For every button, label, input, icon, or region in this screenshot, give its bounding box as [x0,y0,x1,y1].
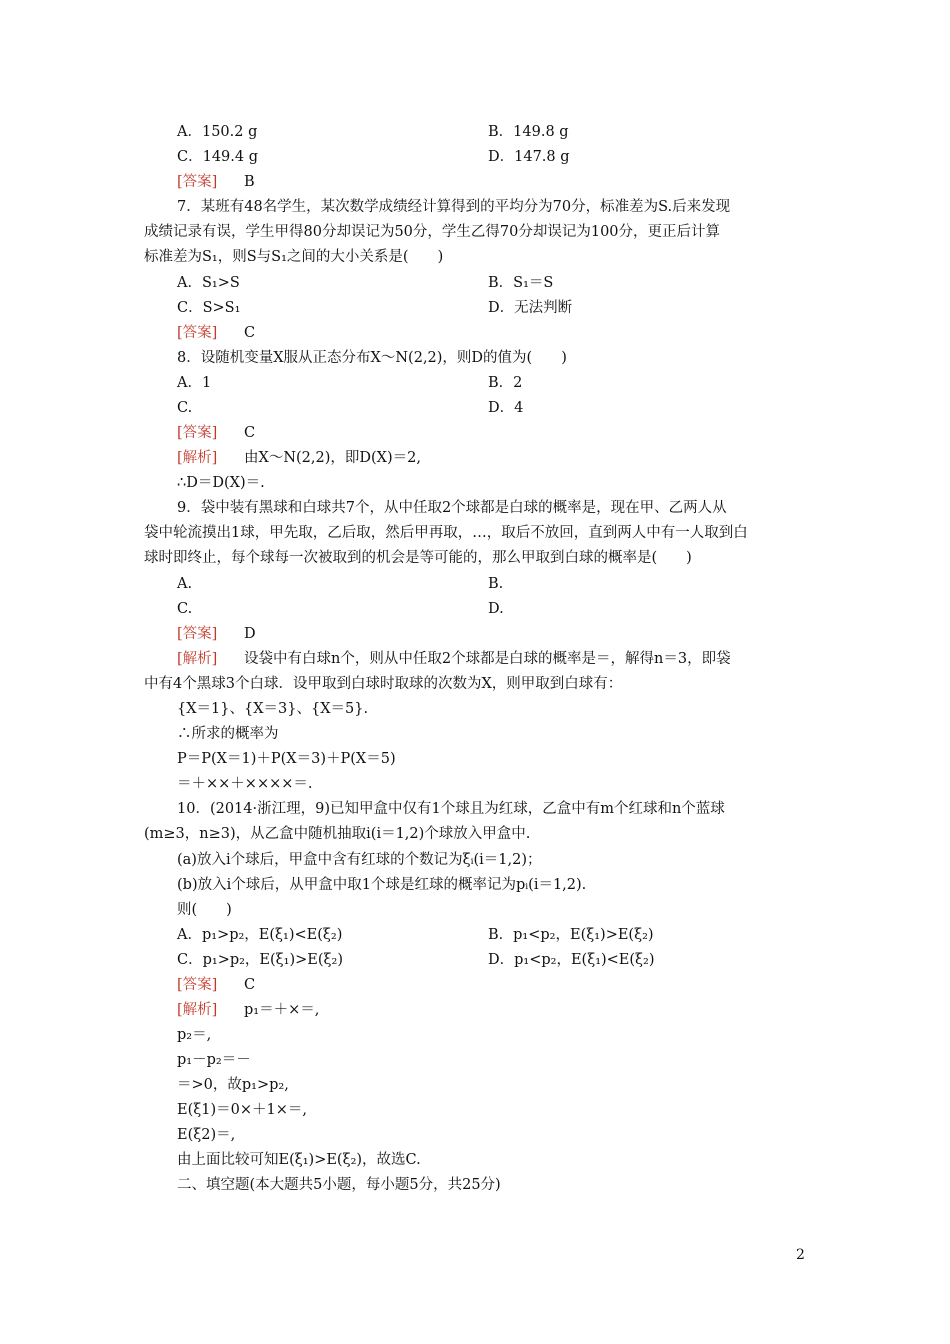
question-9-line-1: 9．袋中装有黑球和白球共7个，从中任取2个球都是白球的概率是，现在甲、乙两人从 [177,500,727,516]
option-b: B. [488,576,504,592]
option-b: B．2 [488,375,523,391]
option-a: A．150.2 g [177,124,258,140]
answer-value: C [244,425,256,441]
option-c: C．S>S₁ [177,300,241,316]
option-b: B．S₁＝S [488,275,554,291]
answer-value: D [244,626,256,642]
analysis-text: p₁－p₂＝－ [177,1052,251,1068]
question-10-line-3: (a)放入i个球后，甲盒中含有红球的个数记为ξᵢ(i＝1,2)； [177,852,542,868]
question-8-line-1: 8．设随机变量X服从正态分布X～N(2,2)，则D的值为( ) [177,350,567,366]
analysis-text: 由上面比较可知E(ξ₁)>E(ξ₂)，故选C. [177,1152,421,1168]
option-d: D．147.8 g [488,149,570,165]
answer-tag: [答案] [177,626,218,642]
option-a: A．1 [177,375,212,391]
answer-value: B [244,174,255,190]
question-10-line-4: (b)放入i个球后，从甲盒中取1个球是红球的概率记为pᵢ(i＝1,2). [177,877,587,893]
option-c: C．p₁>p₂，E(ξ₁)>E(ξ₂) [177,952,343,968]
analysis-tag: [解析] [177,1002,218,1018]
page-number: 2 [796,1247,805,1263]
answer-tag: [答案] [177,977,218,993]
analysis-text: 由X～N(2,2)，即D(X)＝2, [244,450,421,466]
option-d: D. [488,601,504,617]
analysis-text: {X＝1}、{X＝3}、{X＝5}. [177,701,369,717]
option-a: A. [177,576,193,592]
analysis-text: E(ξ1)＝0×＋1×＝, [177,1102,307,1118]
option-c: C．149.4 g [177,149,258,165]
answer-value: C [244,977,256,993]
answer-tag: [答案] [177,325,218,341]
option-d: D．无法判断 [488,300,573,316]
analysis-text: ＝>0，故p₁>p₂, [177,1077,289,1093]
question-10-line-1: 10．(2014·浙江理，9)已知甲盒中仅有1个球且为红球，乙盒中有m个红球和n个蓝球 [177,801,725,817]
option-c: C. [177,601,193,617]
analysis-text: ∴D＝D(X)＝. [177,475,265,491]
analysis-text: E(ξ2)＝, [177,1127,236,1143]
question-10-line-5: 则( ) [177,902,232,918]
question-9-line-3: 球时即终止，每个球每一次被取到的机会是等可能的，那么甲取到白球的概率是( ) [144,550,692,566]
analysis-text: p₂＝, [177,1027,212,1043]
analysis-tag: [解析] [177,651,218,667]
analysis-text: 中有4个黑球3个白球．设甲取到白球时取球的次数为X，则甲取到白球有： [144,676,623,692]
option-b: B．149.8 g [488,124,569,140]
answer-tag: [答案] [177,174,218,190]
question-7-line-3: 标准差为S₁，则S与S₁之间的大小关系是( ) [144,249,444,265]
option-b: B．p₁<p₂，E(ξ₁)>E(ξ₂) [488,927,654,943]
answer-value: C [244,325,256,341]
analysis-text: ＝＋××＋××××＝. [177,776,313,792]
analysis-tag: [解析] [177,450,218,466]
answer-tag: [答案] [177,425,218,441]
question-7-line-2: 成绩记录有误，学生甲得80分却误记为50分，学生乙得70分却误记为100分，更正后计算 [144,224,721,240]
analysis-text: ∴所求的概率为 [177,726,279,742]
option-d: D．p₁<p₂，E(ξ₁)<E(ξ₂) [488,952,655,968]
question-9-line-2: 袋中轮流摸出1球，甲先取，乙后取，然后甲再取，…，取后不放回，直到两人中有一人取到白 [144,525,748,541]
question-7-line-1: 7．某班有48名学生，某次数学成绩经计算得到的平均分为70分，标准差为S.后来发现 [177,199,731,215]
option-a: A．p₁>p₂，E(ξ₁)<E(ξ₂) [177,927,343,943]
analysis-text: p₁＝＋×＝, [244,1002,320,1018]
analysis-text: 设袋中有白球n个，则从中任取2个球都是白球的概率是＝，解得n＝3，即袋 [244,651,731,667]
analysis-text: P＝P(X＝1)＋P(X＝3)＋P(X＝5) [177,751,396,767]
section-heading: 二、填空题(本大题共5小题，每小题5分，共25分) [177,1177,501,1193]
option-d: D．4 [488,400,524,416]
option-c: C. [177,400,193,416]
option-a: A．S₁>S [177,275,240,291]
question-10-line-2: (m≥3，n≥3)，从乙盒中随机抽取i(i＝1,2)个球放入甲盒中. [144,826,531,842]
